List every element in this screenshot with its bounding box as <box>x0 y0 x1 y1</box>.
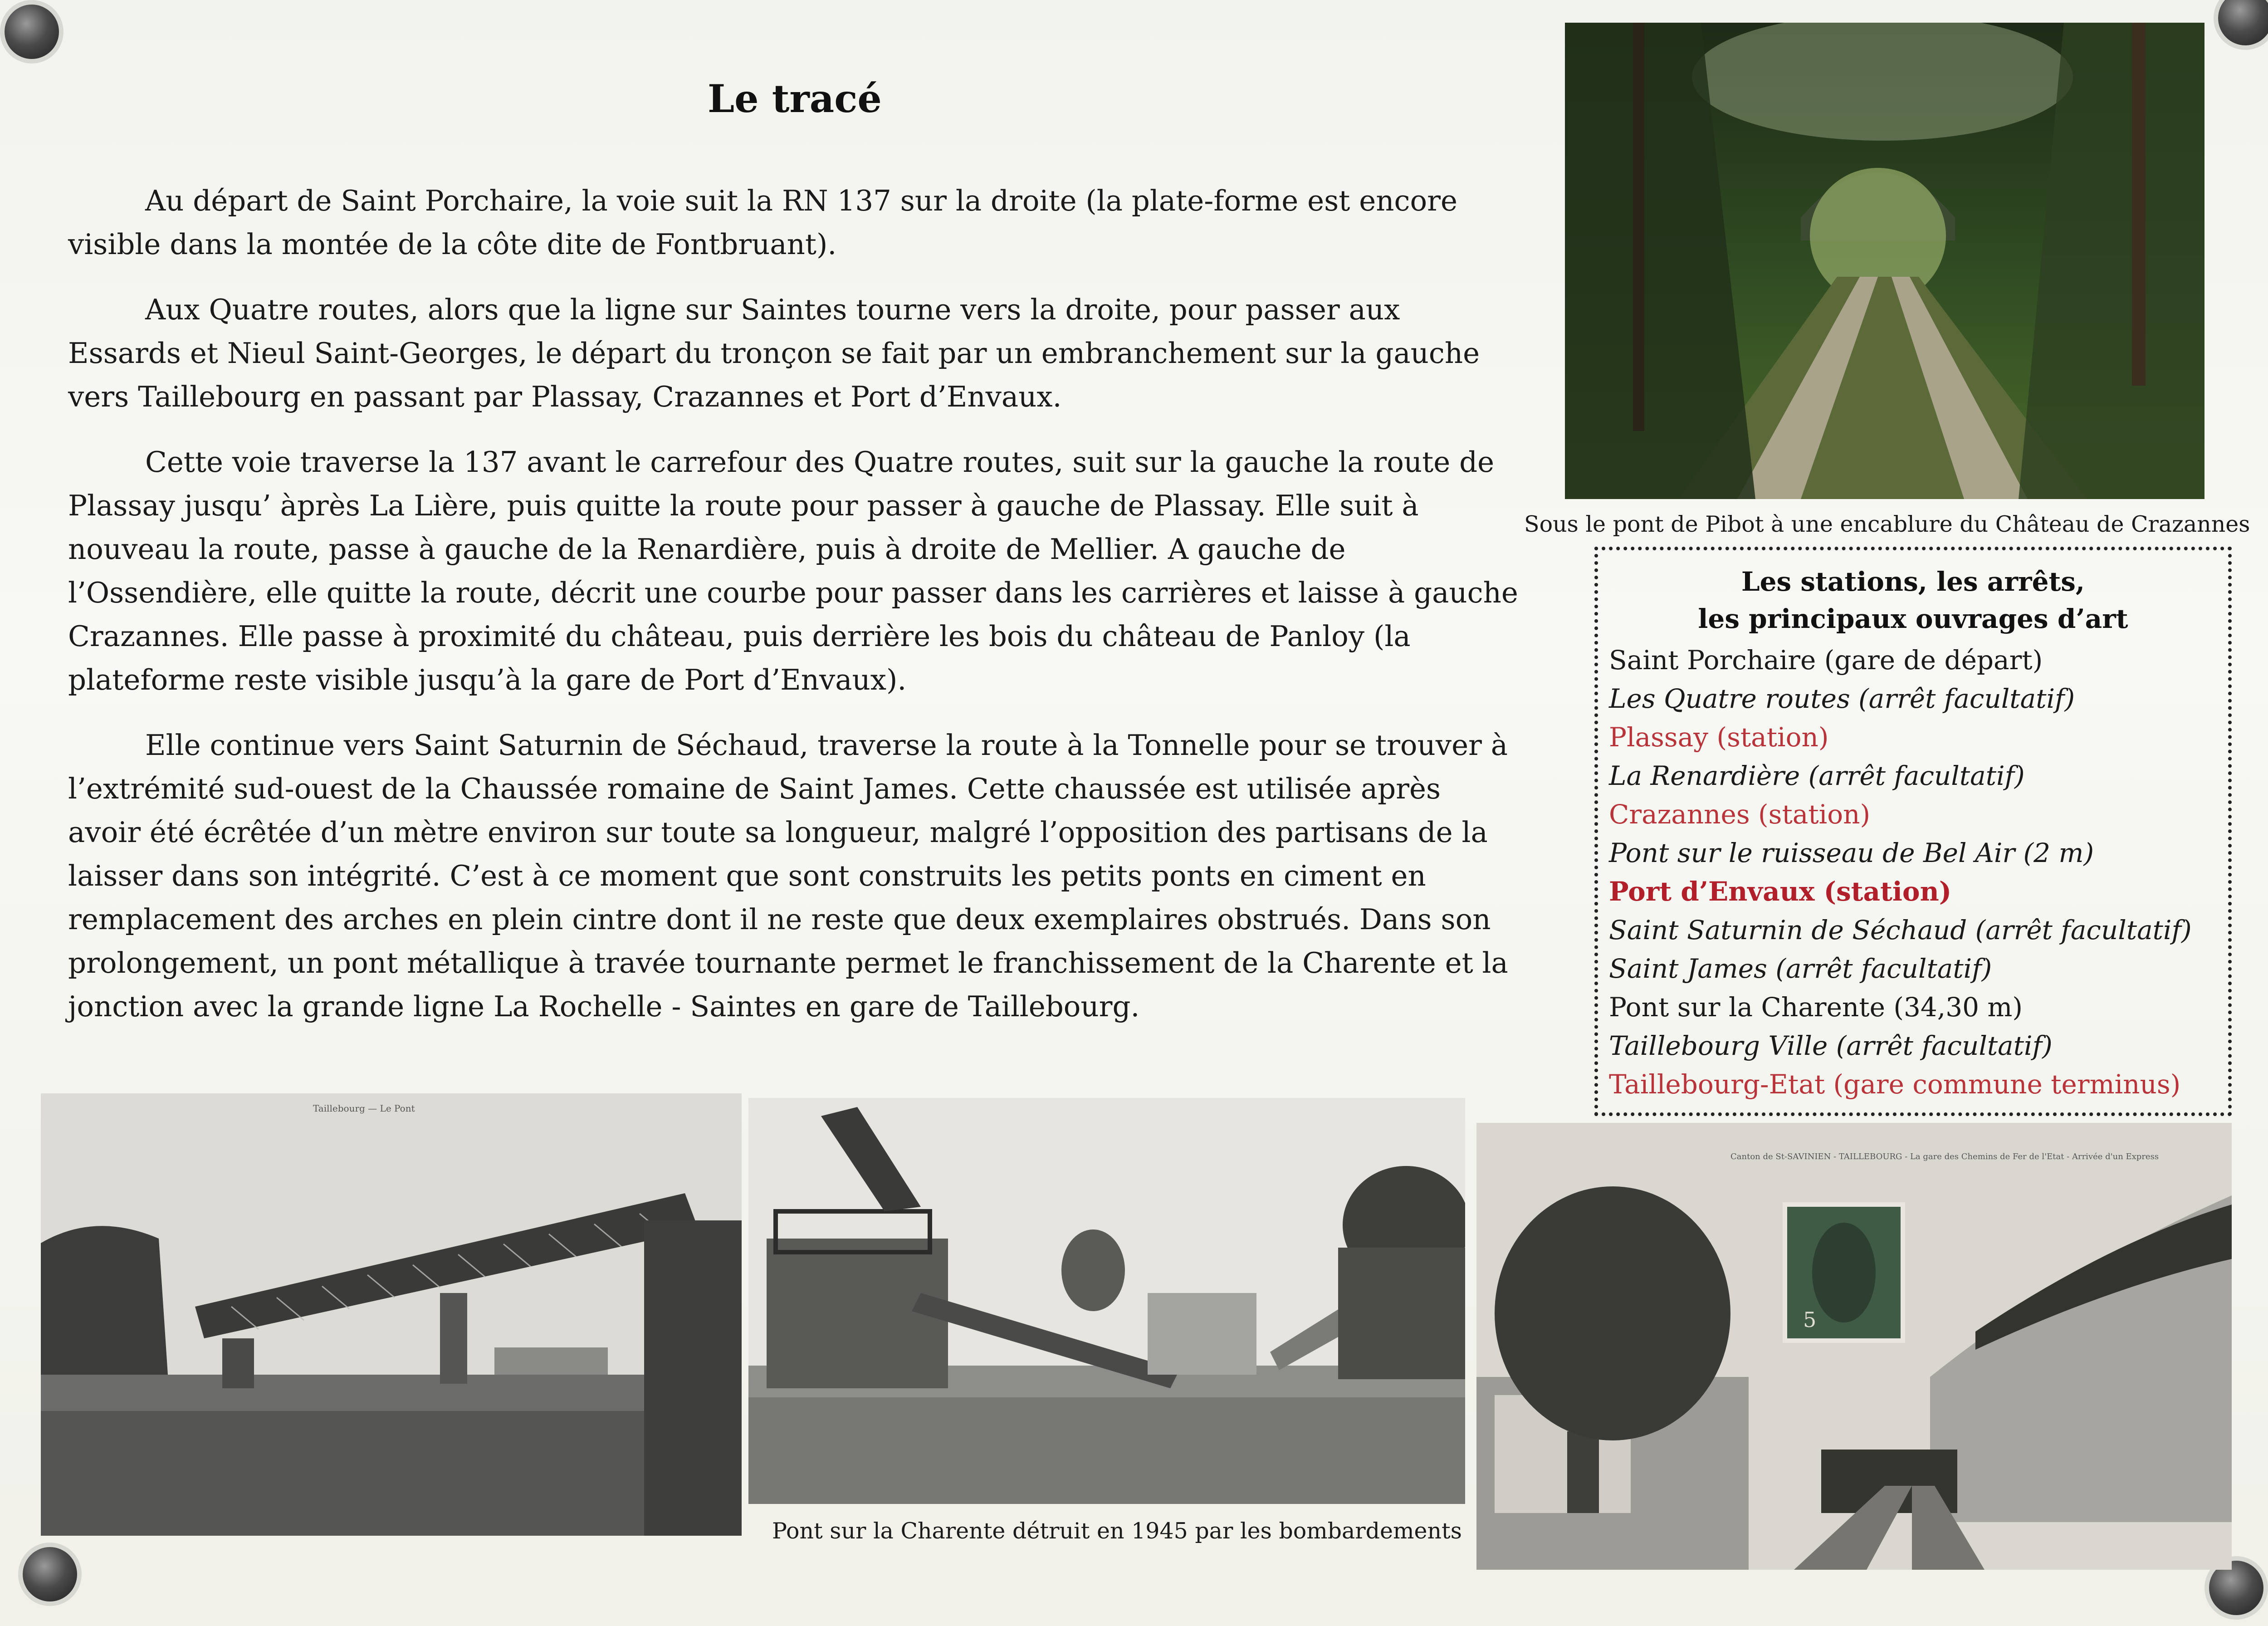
stations-heading-line: les principaux ouvrages d’art <box>1698 603 2128 634</box>
main-text <box>68 179 1520 1028</box>
stations-box <box>1594 547 2232 1116</box>
station-item: Pont sur le ruisseau de Bel Air (2 m) <box>1609 837 2094 868</box>
station-item: Saint Saturnin de Séchaud (arrêt facultatif) <box>1609 915 2192 945</box>
destroyed-bridge-photo <box>748 1098 1465 1504</box>
station-item: La Renardière (arrêt facultatif) <box>1609 760 2025 791</box>
station-postcard-photo <box>1476 1123 2232 1570</box>
stations-list <box>1609 641 2217 1104</box>
station-item: Pont sur la Charente (34,30 m) <box>1609 992 2023 1023</box>
paragraph: Aux Quatre routes, alors que la ligne sur Saintes tourne vers la droite, pour passer aux Essards et Nieul Saint-Georges, le départ du tronçon se fait par un embranchement sur la gauche vers Taillebourg en passant par Plassay, Crazannes et Port d’Envaux. <box>68 293 1480 413</box>
paragraph: Au départ de Saint Porchaire, la voie suit la RN 137 sur la droite (la plate-forme est encore visible dans la montée de la côte dite de Fontbruant). <box>68 184 1457 261</box>
station-item: Port d’Envaux (station) <box>1609 876 1952 907</box>
stations-heading-line: Les stations, les arrêts, <box>1741 566 2085 597</box>
screw-icon <box>23 1547 77 1602</box>
old-bridge-photo <box>41 1093 742 1536</box>
station-item: Les Quatre routes (arrêt facultatif) <box>1609 683 2075 714</box>
station-item: Taillebourg-Etat (gare commune terminus) <box>1609 1069 2181 1100</box>
screw-icon <box>2218 0 2268 45</box>
page-title: Le tracé <box>708 76 882 121</box>
station-item: Crazannes (station) <box>1609 799 1871 830</box>
postcard-caption: Taillebourg — Le Pont <box>313 1103 415 1114</box>
station-item: Saint James (arrêt facultatif) <box>1609 953 1992 984</box>
stations-heading <box>1609 563 2217 637</box>
paragraph: Elle continue vers Saint Saturnin de Séchaud, traverse la route à la Tonnelle pour se trouver à l’extrémité sud-ouest de la Chaussée romaine de Saint James. Cette chaussée est utilisée après avoir été écrêtée d’un mètre environ sur toute sa longueur, malgré l’opposition des partisans de la laisser dans son intégrité. C’est à ce moment que sont construits les petits ponts en ciment en remplacement des arches en plein cintre dont il ne reste que deux exemplaires obstrués. Dans son prolongement, un pont métallique à travée tournante permet le franchissement de la Charente et la jonction avec la grande ligne La Rochelle - Saintes en gare de Taillebourg. <box>68 729 1508 1023</box>
photo-caption: Pont sur la Charente détruit en 1945 par les bombardements <box>772 1518 1462 1544</box>
postcard-caption: Canton de St-SAVINIEN - TAILLEBOURG - La gare des Chemins de Fer de l'Etat - Arrivée d'un Express <box>1730 1152 2159 1161</box>
station-item: Taillebourg Ville (arrêt facultatif) <box>1609 1030 2053 1061</box>
paragraph: Cette voie traverse la 137 avant le carrefour des Quatre routes, suit sur la gauche la route de Plassay jusqu’ àprès La Lière, puis quitte la route pour passer à gauche de Plassay. Elle suit à nouveau la route, passe à gauche de la Renardière, puis à droite de Mellier. A gauche de l’Ossendière, elle quitte la route, décrit une courbe pour passer dans les carrières et laisse à gauche Crazannes. Elle passe à proximité du château, puis derrière les bois du château de Panloy (la plateforme reste visible jusqu’à la gare de Port d’Envaux). <box>68 446 1518 696</box>
screw-icon <box>5 5 59 59</box>
station-item: Saint Porchaire (gare de départ) <box>1609 645 2043 676</box>
photo-caption: Sous le pont de Pibot à une encablure du Château de Crazannes <box>1524 511 2250 537</box>
station-item: Plassay (station) <box>1609 722 1829 753</box>
stamp-value: 5 <box>1803 1308 1817 1332</box>
forest-path-photo <box>1565 23 2204 499</box>
